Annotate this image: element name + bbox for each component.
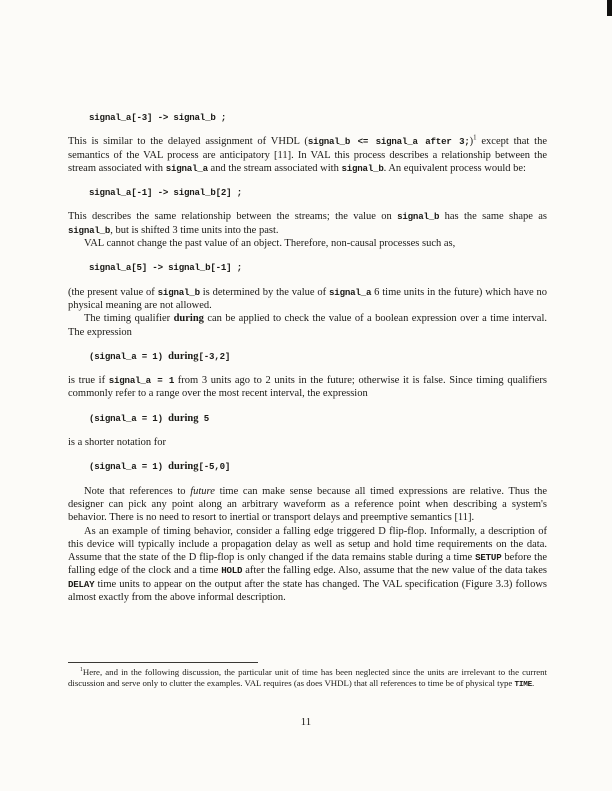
paragraph — [68, 135, 547, 175]
code-text-run: (signal_a = 1) — [89, 350, 169, 362]
code-text-run: signal_b <= signal_a after 3; — [307, 136, 470, 148]
paragraph — [68, 485, 547, 525]
text-run: time can make sense because all timed expressions are relative. Thus the designer can pick any point along an arbitrary waveform as a reference point when describing a system's behavior. There is no need to resort to inertial or transport delays and preemptive semantics [11]. — [68, 485, 547, 524]
code-line — [68, 412, 547, 425]
text-run: . — [532, 678, 535, 689]
code-line — [68, 186, 547, 199]
footnote-rule — [68, 662, 258, 663]
code-text-run: signal_a — [329, 286, 372, 298]
paragraph — [68, 525, 547, 605]
page-number: 11 — [300, 716, 312, 728]
code-text-run: signal_a[-3] -> signal_b ; — [89, 112, 227, 123]
text-run: , but is shifted 3 time units into the past. — [110, 224, 279, 236]
text-run: ) — [469, 136, 474, 148]
code-text-run: SETUP — [475, 552, 502, 564]
code-text-run: [-3,2] — [198, 350, 231, 362]
code-text-run: signal_b — [68, 224, 111, 236]
paragraph — [68, 374, 547, 401]
code-line — [68, 261, 547, 274]
paragraph — [68, 312, 547, 339]
text-run: Note that references to — [84, 485, 191, 497]
code-text-run: signal_a = 1 — [108, 375, 175, 387]
text-run: 1 — [473, 134, 477, 142]
code-text-run: signal_a[-1] -> signal_b[2] ; — [89, 187, 243, 199]
code-text-run: (signal_a = 1) — [89, 461, 169, 473]
text-run: This is similar to the delayed assignment of VHDL ( — [68, 136, 308, 148]
code-text-run: HOLD — [221, 565, 243, 577]
page-content — [68, 111, 547, 604]
code-line — [68, 111, 547, 124]
text-run: The timing qualifier — [84, 313, 174, 325]
text-run: during — [168, 350, 199, 362]
text-run: during — [173, 313, 204, 325]
text-run: from 3 units ago to 2 units in the future; otherwise it is false. Since timing qualifiers commonly refer to a range over the most recent interval, the expression — [68, 375, 547, 400]
footnote-section — [68, 662, 547, 692]
paragraph — [68, 237, 547, 250]
text-run: time units to appear on the output after the state has changed. The VAL specification (Figure 3.3) follows almost exactly from the above informal description. — [68, 578, 547, 604]
text-run: has the same shape as — [439, 211, 547, 223]
text-run: after the falling edge. Also, assume that the new value of the data takes — [242, 565, 547, 577]
paragraph — [68, 286, 547, 313]
scan-artifact-mark — [607, 0, 612, 16]
code-text-run: signal_b — [341, 162, 384, 174]
code-text-run: (signal_a = 1) — [89, 412, 169, 424]
text-run: Here, and in the following discussion, the particular unit of time has been neglected since the units are irrelevant to the current discussion and serve only to clutter the examples. VAL requires (as does VHDL) that all references to time be of physical type — [68, 667, 547, 689]
text-run: can be applied to check the value of a boolean expression over a time interval. The expression — [68, 313, 547, 338]
code-text-run: TIME — [514, 681, 533, 690]
code-text-run: signal_b — [157, 286, 200, 298]
text-run: 6 time units in the future) which have no physical meaning are not allowed. — [68, 286, 547, 311]
text-run: and the stream associated with — [207, 162, 342, 174]
text-run: during — [168, 412, 199, 424]
code-line — [68, 460, 547, 473]
text-run: . An equivalent process would be: — [383, 162, 526, 174]
text-run: 1 — [80, 667, 83, 674]
code-text-run: 5 — [198, 412, 210, 424]
code-text-run: signal_b — [397, 211, 440, 223]
footnote-text — [68, 667, 547, 692]
text-run: VAL cannot change the past value of an object. Therefore, non-causal processes such as, — [84, 238, 456, 250]
code-text-run: DELAY — [68, 578, 95, 590]
code-text-run: signal_a[5] -> signal_b[-1] ; — [89, 262, 243, 274]
paragraph — [68, 210, 547, 237]
text-run: except that the semantics of the VAL process are anticipatory [11]. In VAL this process describes a relationship between the stream associated with — [68, 136, 547, 174]
paragraph — [68, 436, 547, 449]
code-line — [68, 350, 547, 363]
text-run: This describes the same relationship between the streams; the value on — [68, 211, 398, 223]
text-run: is a shorter notation for — [68, 437, 166, 449]
text-run: future — [190, 485, 215, 497]
text-run: is true if — [68, 375, 109, 387]
text-run: As an example of timing behavior, consider a falling edge triggered D flip-flop. Informally, a description of this device will typically include a propagation delay as well as setup and hold time requirements on the data. Assume that the state of the D flip-flop is only changed if the data remains stable during a time — [68, 525, 547, 564]
code-text-run: signal_a — [165, 162, 208, 174]
code-text-run: [-5,0] — [198, 461, 231, 473]
text-run: (the present value of — [68, 286, 158, 298]
text-run: is determined by the value of — [199, 286, 330, 298]
text-run: before the falling edge of the clock and a time — [68, 552, 547, 577]
text-run: during — [168, 461, 199, 473]
